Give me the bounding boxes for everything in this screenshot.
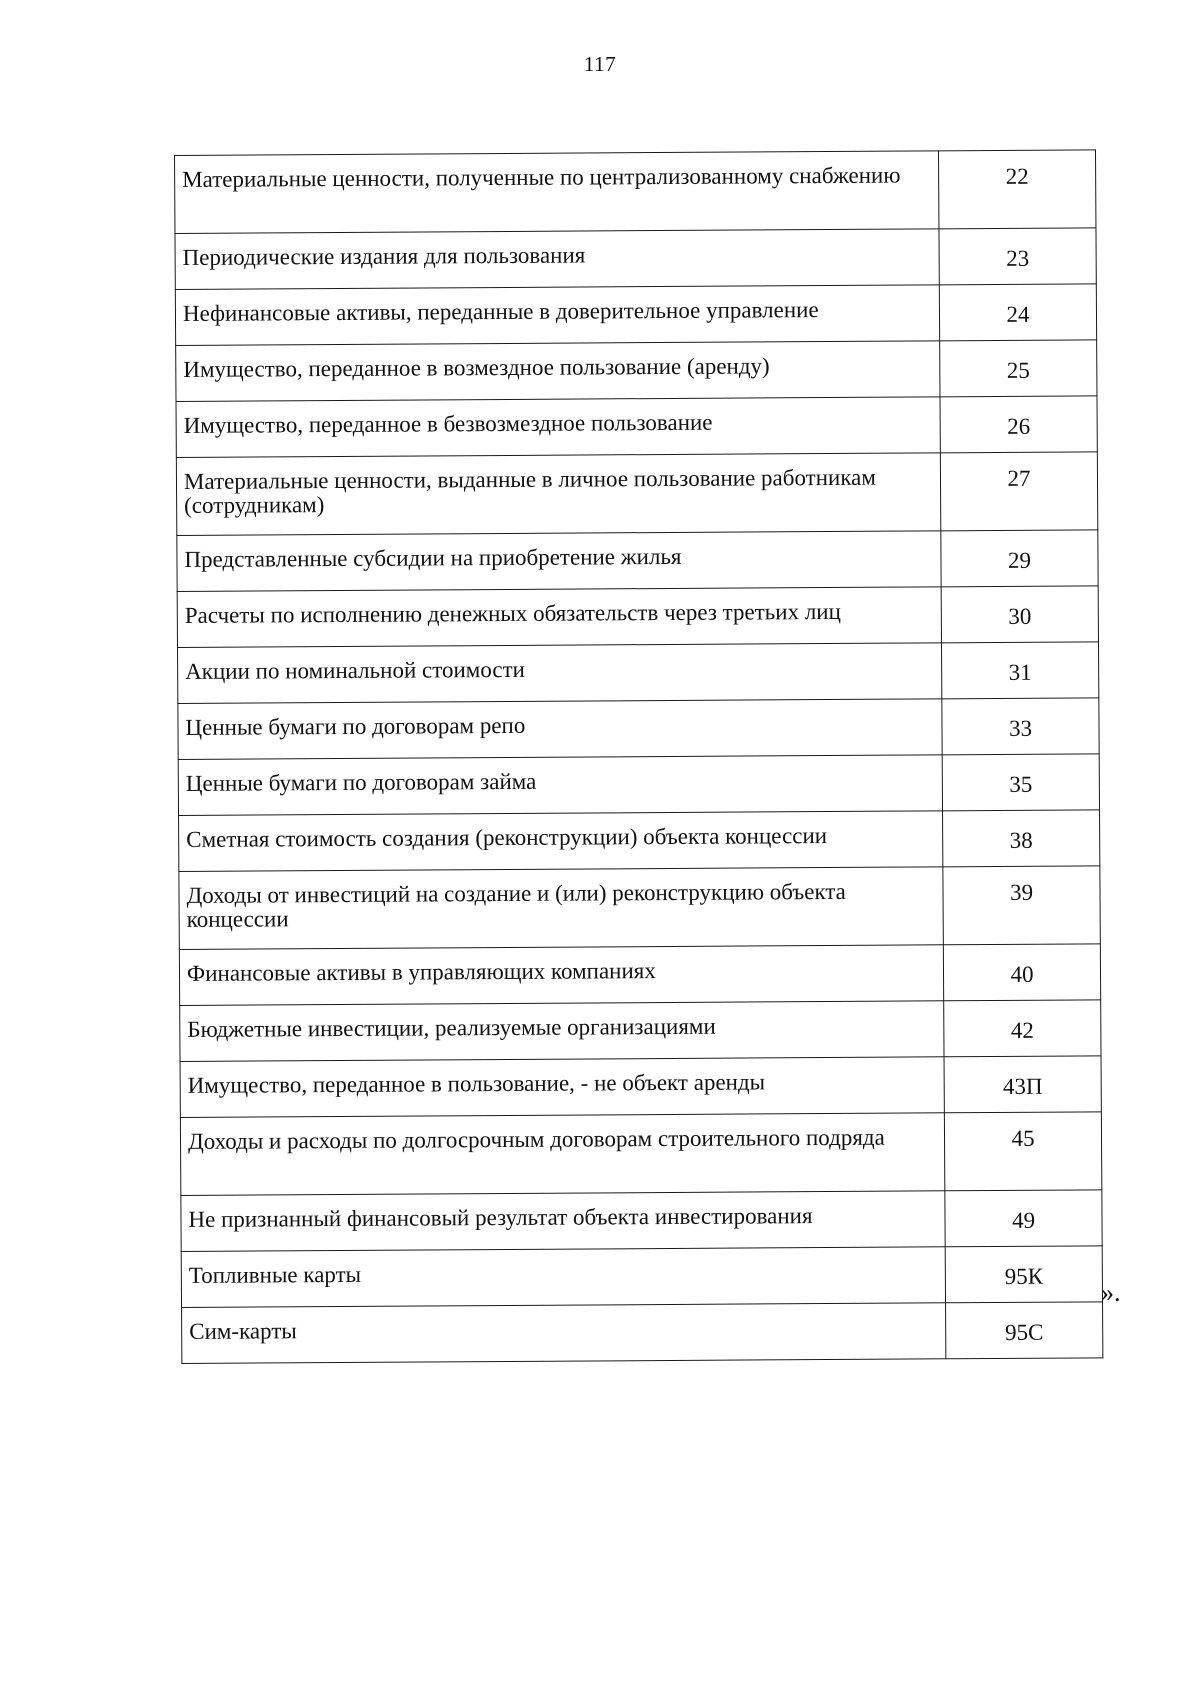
table-row [177, 586, 1098, 648]
account-name-cell: Финансовые активы в управляющих компаниях [179, 945, 943, 1006]
account-code-cell: 45 [944, 1112, 1101, 1191]
table-row [181, 1190, 1102, 1252]
table-row [180, 1112, 1101, 1196]
account-name-cell: Доходы и расходы по долгосрочным договорам строительного подряда [180, 1113, 944, 1196]
account-code-cell: 49 [945, 1190, 1102, 1247]
closing-quote: ». [1101, 1278, 1121, 1307]
account-name-cell: Сим-карты [182, 1303, 946, 1364]
account-code-cell: 30 [941, 586, 1098, 643]
account-code-cell: 35 [942, 754, 1099, 811]
table-row [175, 150, 1096, 234]
table-row [179, 810, 1100, 872]
account-name-cell: Имущество, переданное в возмездное пользование (аренду) [176, 341, 940, 402]
account-code-cell: 29 [941, 530, 1098, 587]
account-name-cell: Имущество, переданное в пользование, - не объект аренды [180, 1057, 944, 1118]
account-name-cell: Расчеты по исполнению денежных обязательств через третьих лиц [177, 587, 941, 648]
table-row [180, 1000, 1101, 1062]
account-code-cell: 31 [941, 642, 1098, 699]
table-row [178, 754, 1099, 816]
table-row [176, 452, 1097, 536]
account-name-cell: Бюджетные инвестиции, реализуемые организациями [180, 1001, 944, 1062]
account-code-cell: 40 [943, 944, 1100, 1001]
account-name-cell: Ценные бумаги по договорам займа [178, 755, 942, 816]
account-name-cell: Материальные ценности, полученные по централизованному снабжению [175, 151, 939, 234]
account-code-cell: 42 [944, 1000, 1101, 1057]
table-row [182, 1302, 1103, 1364]
table-row [179, 944, 1100, 1006]
account-name-cell: Доходы от инвестиций на создание и (или) реконструкцию объекта концессии [179, 867, 943, 950]
account-name-cell: Нефинансовые активы, переданные в доверительное управление [175, 285, 939, 346]
table-row [175, 228, 1096, 290]
table-row [179, 866, 1100, 950]
account-name-cell: Периодические издания для пользования [175, 229, 939, 290]
accounts-table [174, 149, 1103, 1364]
account-name-cell: Акции по номинальной стоимости [178, 643, 942, 704]
account-code-cell: 39 [943, 866, 1100, 945]
account-code-cell: 25 [940, 340, 1097, 397]
table-row [177, 530, 1098, 592]
account-name-cell: Имущество, переданное в безвозмездное пользование [176, 397, 940, 458]
table-row [181, 1246, 1102, 1308]
account-name-cell: Сметная стоимость создания (реконструкции) объекта концессии [179, 811, 943, 872]
account-code-cell: 95С [946, 1302, 1103, 1359]
account-name-cell: Топливные карты [181, 1247, 945, 1308]
account-name-cell: Не признанный финансовый результат объекта инвестирования [181, 1191, 945, 1252]
accounts-table-body [175, 150, 1103, 1364]
account-code-cell: 33 [942, 698, 1099, 755]
account-code-cell: 43П [944, 1056, 1101, 1113]
table-row [176, 340, 1097, 402]
table-row [178, 698, 1099, 760]
account-code-cell: 95К [945, 1246, 1102, 1303]
account-code-cell: 24 [939, 284, 1096, 341]
table-row [175, 284, 1096, 346]
account-name-cell: Материальные ценности, выданные в личное пользование работникам (сотрудникам) [176, 453, 940, 536]
table-row [176, 396, 1097, 458]
page-number: 117 [583, 52, 617, 76]
account-code-cell: 27 [940, 452, 1097, 531]
account-code-cell: 22 [938, 150, 1095, 229]
table-row [178, 642, 1099, 704]
table-row [180, 1056, 1101, 1118]
account-name-cell: Представленные субсидии на приобретение жилья [177, 531, 941, 592]
account-code-cell: 38 [943, 810, 1100, 867]
account-code-cell: 23 [939, 228, 1096, 285]
account-code-cell: 26 [940, 396, 1097, 453]
account-name-cell: Ценные бумаги по договорам репо [178, 699, 942, 760]
